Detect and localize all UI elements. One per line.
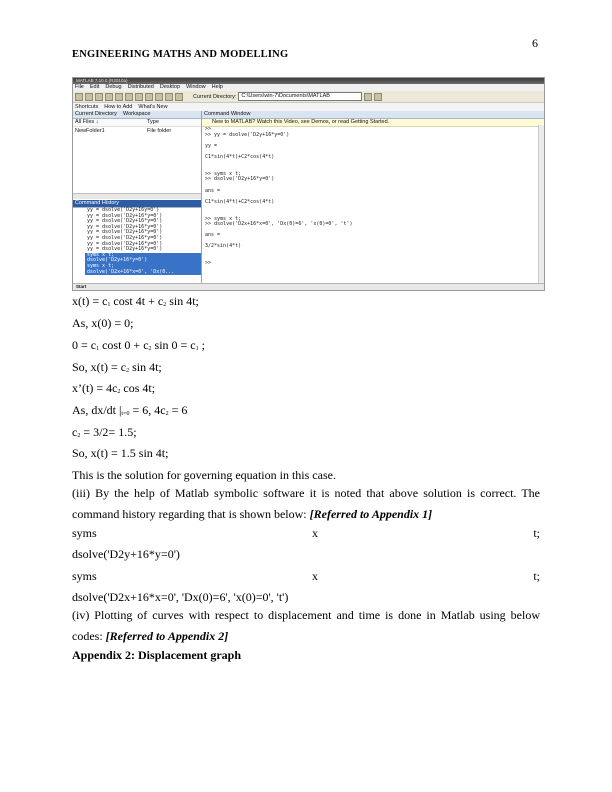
current-directory-pane bbox=[73, 111, 201, 199]
equation-line: $0 = c_1$ cost $0 + c_2$ $\sin 0 = c_1$ ; bbox=[72, 338, 205, 352]
menu-distributed[interactable]: Distributed bbox=[127, 84, 154, 90]
command-line: yy = bbox=[205, 142, 218, 149]
equation-line: As, x(0) = 0; bbox=[72, 316, 134, 330]
history-item[interactable]: yy = dsolve('D2y+16*y=0') bbox=[87, 212, 163, 219]
command-history-pane bbox=[73, 200, 201, 284]
command-line: >> dsolve('D2y+16*y=0') bbox=[205, 176, 275, 183]
history-item[interactable]: yy = dsolve('D2y+16*y=0') bbox=[87, 234, 163, 241]
history-item-selected[interactable]: dsolve('D2y+16*y=0') bbox=[85, 258, 201, 264]
browse-folder-icon[interactable] bbox=[364, 93, 372, 101]
open-folder-icon[interactable] bbox=[85, 93, 93, 101]
start-button[interactable]: Start bbox=[73, 283, 544, 290]
undo-icon[interactable] bbox=[125, 93, 133, 101]
command-line: >> dsolve('D2x+16*x=0', 'Dx(0)=6', 'x(0)=0', 't') bbox=[205, 221, 353, 228]
matlab-screenshot bbox=[72, 77, 545, 291]
command-line: >> bbox=[205, 260, 212, 267]
history-item[interactable]: yy = dsolve('D2y+16*y=0') bbox=[87, 240, 163, 247]
profiler-icon[interactable] bbox=[165, 93, 173, 101]
paragraph-text: (iii) By the help of Matlab symbolic software it is noted that above solution is correct. The command history regarding that is shown below: [Referred to Appendix 1] bbox=[72, 486, 540, 521]
equation-line: As, dx/dt $|_{t=0} = 6$, $4c_2 = 6$ bbox=[72, 403, 188, 417]
command-line: ans = bbox=[205, 232, 221, 239]
matlab-desktop bbox=[73, 111, 544, 284]
command-line: >> syms x t; bbox=[205, 215, 242, 222]
shortcut-how-to-add[interactable]: How to Add bbox=[104, 104, 133, 110]
appendix-reference: [Referred to Appendix 2] bbox=[105, 629, 229, 643]
menu-edit[interactable]: Edit bbox=[89, 84, 100, 90]
history-item-selected[interactable]: syms x t; bbox=[85, 253, 201, 259]
matlab-menu-bar bbox=[73, 84, 544, 91]
workspace-tab[interactable]: Workspace bbox=[123, 111, 151, 117]
cut-icon[interactable] bbox=[95, 93, 103, 101]
equation-line: So, $x(t) = c_2$ sin 4t; bbox=[72, 360, 162, 374]
command-line: >> yy = dsolve('D2y+16*y=0') bbox=[205, 131, 290, 138]
appendix-reference: [Referred to Appendix 1] bbox=[309, 507, 433, 521]
current-directory-tab[interactable]: Current Directory Workspace bbox=[73, 111, 201, 119]
code-line: dsolve('D2y+16*y=0') bbox=[72, 547, 180, 561]
file-type: File folder bbox=[147, 128, 172, 134]
up-folder-icon[interactable] bbox=[374, 93, 382, 101]
menu-window[interactable]: Window bbox=[186, 84, 206, 90]
column-type[interactable]: Type bbox=[147, 119, 159, 125]
history-item[interactable]: yy = dsolve('D2y+16*y=0') bbox=[87, 246, 163, 253]
command-line: >> syms x t; bbox=[205, 170, 242, 177]
history-item[interactable]: yy = dsolve('D2y+16y=0') bbox=[87, 207, 160, 213]
matlab-toolbar bbox=[73, 91, 544, 103]
current-directory-input[interactable]: C:\Users\win-7\Documents\MATLAB bbox=[238, 92, 362, 101]
menu-desktop[interactable]: Desktop bbox=[159, 84, 181, 90]
code-line: dsolve('D2x+16*x=0', 'Dx(0)=6', 'x(0)=0', 't') bbox=[72, 590, 289, 604]
paragraph-text: (iv) Plotting of curves with respect to displacement and time is done in Matlab using below codes: [Referred to Appendix 2] bbox=[72, 608, 540, 643]
paste-icon[interactable] bbox=[115, 93, 123, 101]
command-line: >> bbox=[205, 126, 212, 132]
info-bar: New to MATLAB? Watch this Video, see Demos, or read Getting Started. bbox=[202, 119, 544, 127]
copy-icon[interactable] bbox=[105, 93, 113, 101]
menu-help[interactable]: Help bbox=[211, 84, 223, 90]
column-name[interactable]: All Files ↓ bbox=[75, 119, 99, 125]
matlab-title-bar: MATLAB 7.10.0 (R2010a) bbox=[73, 78, 544, 84]
history-item[interactable]: yy = dsolve('D2y+16*y=0') bbox=[87, 229, 163, 236]
vertical-scrollbar[interactable] bbox=[538, 125, 544, 284]
command-line: 3/2*sin(4*t) bbox=[205, 243, 242, 250]
equation-line: x’(t) = $4c_2$ cos 4t; bbox=[72, 381, 156, 395]
command-window-title: Command Window bbox=[202, 111, 544, 119]
page-number: 6 bbox=[532, 36, 538, 50]
paragraph-text: This is the solution for governing equation in this case. bbox=[72, 468, 336, 482]
new-file-icon[interactable] bbox=[75, 93, 83, 101]
guide-icon[interactable] bbox=[155, 93, 163, 101]
current-directory-label: Current Directory: bbox=[193, 93, 237, 100]
command-line: C1*sin(4*t)+C2*cos(4*t) bbox=[205, 198, 275, 205]
file-columns bbox=[73, 119, 201, 127]
equation-line: $c_2 = 3/2= 1.5$; bbox=[72, 425, 137, 439]
horizontal-scrollbar[interactable] bbox=[73, 193, 201, 199]
equation-line: So, x(t) = 1.5 sin 4t; bbox=[72, 446, 169, 460]
menu-file[interactable]: File bbox=[75, 84, 84, 90]
command-line: C1*sin(4*t)+C2*cos(4*t) bbox=[205, 153, 275, 160]
help-icon[interactable] bbox=[175, 93, 183, 101]
history-item-selected[interactable]: syms x t; bbox=[85, 264, 201, 270]
shortcuts-label[interactable]: Shortcuts bbox=[75, 104, 99, 110]
command-history-title: Command History bbox=[73, 200, 201, 208]
redo-icon[interactable] bbox=[135, 93, 143, 101]
history-item[interactable]: yy = dsolve('D2y+16*y=0') bbox=[87, 218, 163, 225]
code-line: syms x t; bbox=[72, 526, 540, 540]
file-row[interactable] bbox=[73, 127, 201, 135]
file-name: NewFolder1 bbox=[75, 128, 105, 134]
appendix-heading: Appendix 2: Displacement graph bbox=[72, 648, 242, 662]
command-window[interactable] bbox=[202, 111, 544, 284]
command-output bbox=[202, 127, 544, 267]
simulink-icon[interactable] bbox=[145, 93, 153, 101]
menu-debug[interactable]: Debug bbox=[105, 84, 122, 90]
shortcut-whats-new[interactable]: What's New bbox=[138, 104, 168, 110]
left-panes bbox=[73, 111, 202, 284]
history-item[interactable]: yy = dsolve('D2y+16*y=0') bbox=[87, 223, 163, 230]
command-line: ans = bbox=[205, 187, 221, 194]
equation-line: $x(t) = c_1$ cost $4t + c_2$ sin 4t; bbox=[72, 294, 199, 308]
history-item-selected[interactable]: dsolve('D2x+16*x=0', 'Dx(0... bbox=[85, 270, 201, 276]
running-header: ENGINEERING MATHS AND MODELLING bbox=[72, 49, 289, 60]
code-line: syms x t; bbox=[72, 569, 540, 583]
